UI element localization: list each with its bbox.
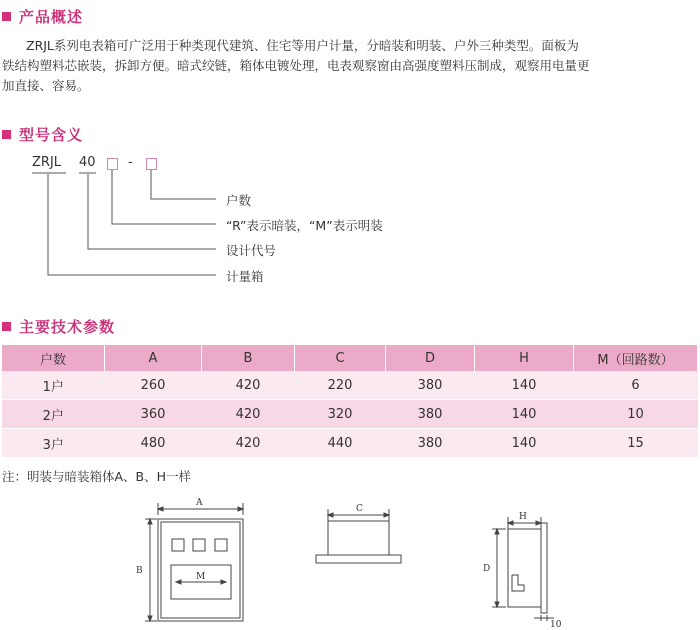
col-header: B (202, 345, 295, 371)
install-type-label: “R”表示暗装，“M”表示明装 (226, 218, 383, 233)
overview-line-2: 铁结构塑料芯嵌装，拆卸方便。暗式绞链，箱体电镀处理，电表观察窗由高强度塑料压制成，观察用电量更 (2, 58, 590, 73)
col-header: H (475, 345, 574, 371)
design-code-label: 设计代号 (226, 243, 277, 258)
params-table (2, 345, 698, 457)
params-note: 注：明装与暗装箱体A、B、H一样 (2, 469, 192, 484)
table-cell: 320 (295, 400, 386, 429)
table-cell: 420 (202, 429, 295, 458)
table-cell: 140 (475, 371, 574, 400)
table-cell: 420 (202, 400, 295, 429)
table-cell: 440 (295, 429, 386, 458)
col-header: 户数 (2, 345, 105, 371)
top-width-label: C (356, 504, 363, 514)
params-header (0, 316, 115, 336)
model-code-dash: - (128, 155, 133, 170)
col-header: A (105, 345, 202, 371)
overview-line-1: ZRJL系列电表箱可广泛用于种类现代建筑、住宅等用户计量，分暗装和明装、户外三种类型。面板为 (26, 38, 579, 53)
table-cell: 140 (475, 429, 574, 458)
side-height-label: D (483, 564, 491, 574)
top-view-diagram (316, 509, 401, 563)
install-type-leader (112, 170, 216, 224)
side-depth-label: 10 (550, 620, 562, 630)
section-bullet-icon (2, 322, 11, 331)
table-cell: 380 (386, 429, 475, 458)
table-cell: 1户 (2, 371, 105, 400)
dimension-diagrams (0, 495, 700, 630)
side-view-diagram (492, 517, 554, 621)
params-title: 主要技术参数 (19, 317, 116, 336)
model-title: 型号含义 (19, 125, 84, 144)
col-header: C (295, 345, 386, 371)
table-cell: 2户 (2, 400, 105, 429)
table-row (2, 400, 698, 429)
meter-box-label: 计量箱 (226, 269, 264, 284)
front-width-label: A (196, 498, 203, 508)
table-cell: 380 (386, 400, 475, 429)
params-header-row (2, 345, 698, 371)
front-view-diagram (145, 503, 243, 621)
table-cell: 480 (105, 429, 202, 458)
table-cell: 6 (574, 371, 698, 400)
households-leader (151, 170, 216, 199)
overview-line-3: 加直接、容易。 (2, 78, 90, 93)
overview-title: 产品概述 (19, 7, 84, 26)
col-header: D (386, 345, 475, 371)
table-cell: 140 (475, 400, 574, 429)
front-height-label: B (136, 566, 143, 576)
table-row (2, 429, 698, 458)
table-cell: 360 (105, 400, 202, 429)
model-code-prefix: ZRJL (32, 155, 62, 170)
col-header: M（回路数） (574, 345, 698, 371)
front-meter-label: M (196, 572, 206, 582)
table-cell: 220 (295, 371, 386, 400)
model-leader-lines (0, 0, 700, 300)
table-cell: 380 (386, 371, 475, 400)
design-code-leader (88, 174, 216, 249)
model-code-number: 40 (79, 155, 96, 170)
households-label: 户数 (226, 193, 252, 208)
table-cell: 15 (574, 429, 698, 458)
table-row (2, 371, 698, 400)
side-width-label: H (519, 512, 527, 522)
table-cell: 3户 (2, 429, 105, 458)
table-cell: 260 (105, 371, 202, 400)
table-cell: 420 (202, 371, 295, 400)
table-cell: 10 (574, 400, 698, 429)
